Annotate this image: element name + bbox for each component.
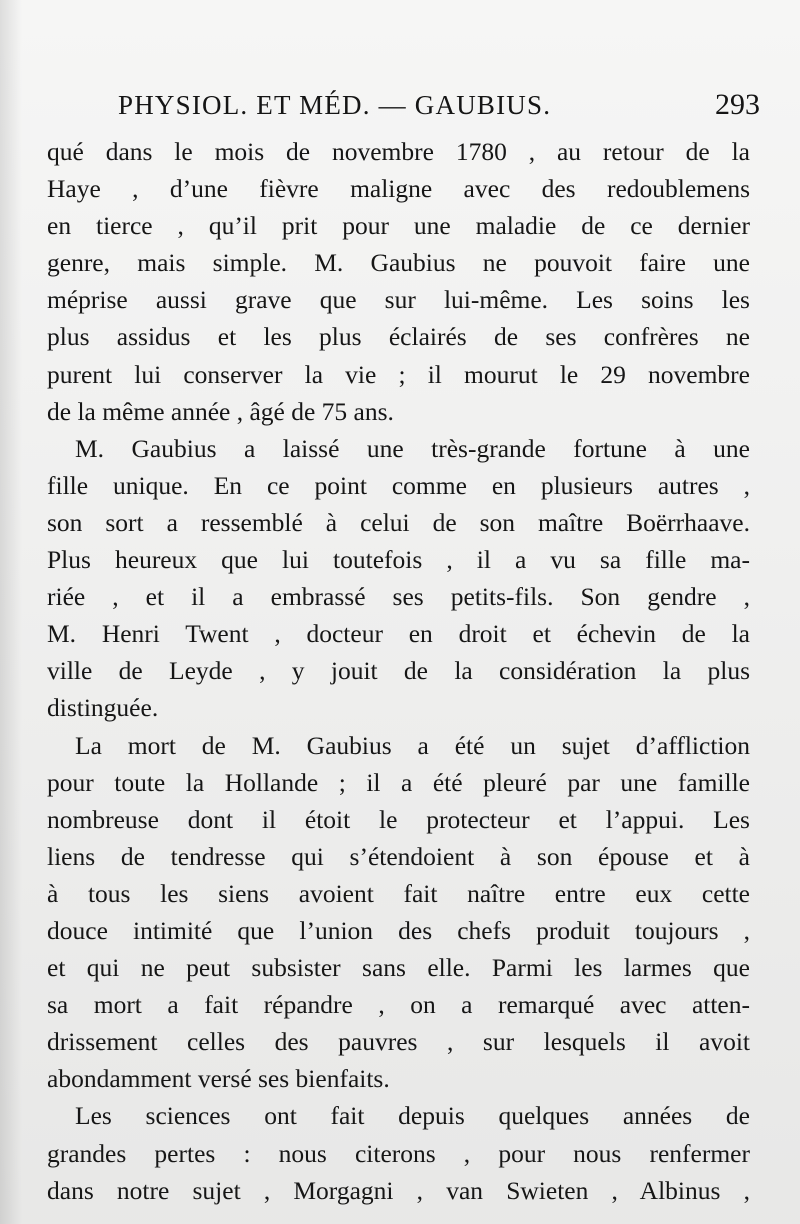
- text-line: fille unique. En ce point comme en plusieurs autres ,: [47, 470, 750, 500]
- text-line: son sort a ressemblé à celui de son maître Boërrhaave.: [47, 507, 750, 537]
- text-line: plus assidus et les plus éclairés de ses confrères ne: [47, 322, 750, 352]
- text-line: Les sciences ont fait depuis quelques années de: [75, 1101, 750, 1131]
- text-line: ville de Leyde , y jouit de la considération la plus: [47, 656, 750, 686]
- text-line: dans notre sujet , Morgagni , van Swieten , Albinus ,: [47, 1175, 750, 1205]
- paragraph: [47, 727, 750, 1098]
- text-line: M. Gaubius a laissé une très-grande fortune à une: [75, 433, 750, 463]
- text-line: distinguée.: [47, 693, 159, 723]
- page-number: 293: [715, 88, 760, 121]
- text-line: et qui ne peut subsister sans elle. Parmi les larmes que: [47, 953, 750, 983]
- text-line: liens de tendresse qui s’étendoient à son épouse et à: [47, 841, 750, 871]
- running-header: [118, 88, 760, 128]
- text-line: Haye , d’une fièvre maligne avec des redoublemens: [47, 174, 750, 204]
- text-line: abondamment versé ses bienfaits.: [47, 1064, 390, 1094]
- running-title: PHYSIOL. ET MÉD. — GAUBIUS.: [118, 90, 552, 120]
- text-line: riée , et il a embrassé ses petits-fils. Son gendre ,: [47, 582, 750, 612]
- text-line: genre, mais simple. M. Gaubius ne pouvoit faire une: [47, 248, 750, 278]
- text-line: M. Henri Twent , docteur en droit et échevin de la: [47, 619, 750, 649]
- text-line: grandes pertes : nous citerons , pour nous renfermer: [47, 1138, 750, 1168]
- text-line: en tierce , qu’il prit pour une maladie de ce dernier: [47, 211, 750, 241]
- text-line: à tous les siens avoient fait naître entre eux cette: [47, 878, 750, 908]
- text-line: nombreuse dont il étoit le protecteur et l’appui. Les: [47, 804, 750, 834]
- text-line: sa mort a fait répandre , on a remarqué avec atten-: [47, 990, 750, 1020]
- text-line: purent lui conserver la vie ; il mourut le 29 novembre: [47, 359, 750, 389]
- text-line: de la même année , âgé de 75 ans.: [47, 396, 394, 426]
- paragraph: [47, 430, 750, 727]
- body-text: [47, 133, 750, 1209]
- text-line: drissement celles des pauvres , sur lesquels il avoit: [47, 1027, 750, 1057]
- paragraph: [47, 1097, 750, 1208]
- text-line: Plus heureux que lui toutefois , il a vu sa fille ma-: [47, 545, 750, 575]
- text-line: La mort de M. Gaubius a été un sujet d’affliction: [75, 730, 750, 760]
- text-line: pour toute la Hollande ; il a été pleuré par une famille: [47, 767, 750, 797]
- text-line: douce intimité que l’union des chefs produit toujours ,: [47, 915, 750, 945]
- paragraph: [47, 133, 750, 430]
- text-line: qué dans le mois de novembre 1780 , au retour de la: [47, 137, 750, 166]
- text-line: méprise aussi grave que sur lui-même. Les soins les: [47, 285, 750, 315]
